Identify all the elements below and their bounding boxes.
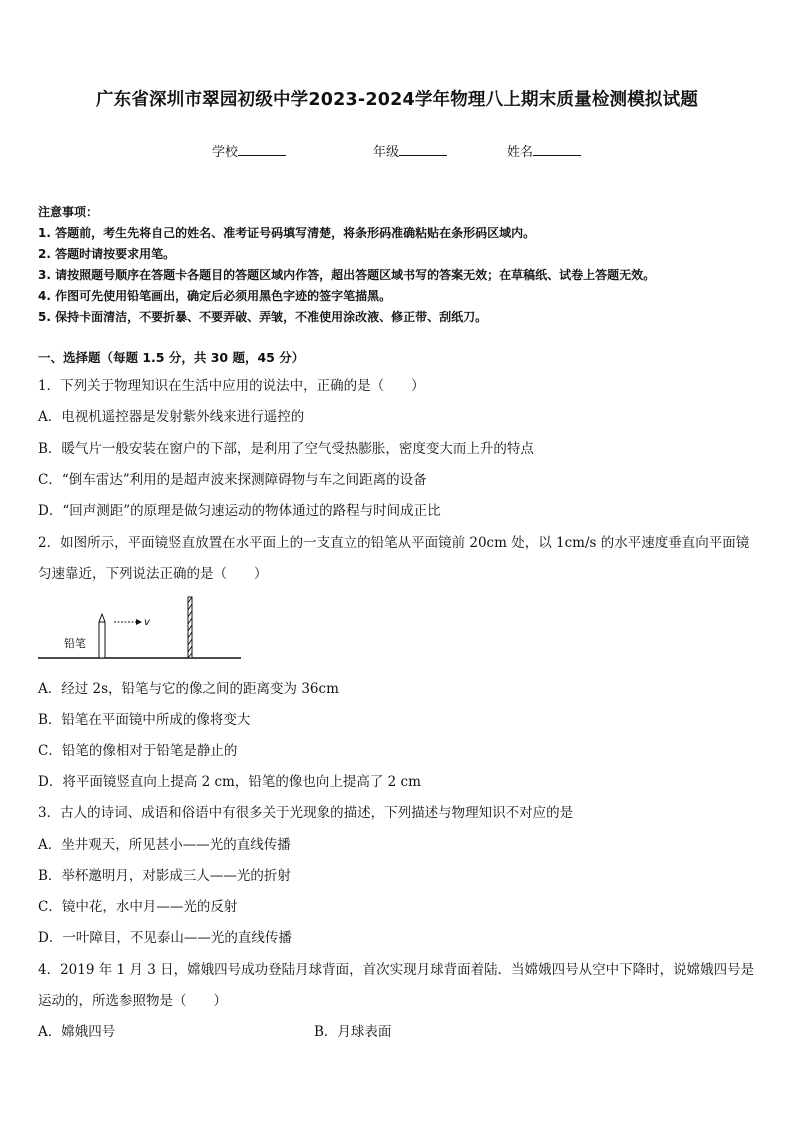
arrow-head — [136, 619, 142, 625]
grade-label: 年级 — [373, 145, 400, 160]
school-label: 学校 — [212, 145, 239, 160]
page-title: 广东省深圳市翠园初级中学2023-2024学年物理八上期末质量检测模拟试题 — [95, 90, 699, 110]
question-3-option-a: A．坐井观天，所见甚小——光的直线传播 — [38, 837, 291, 853]
question-2-stem-line1: 2．如图所示，平面镜竖直放置在水平面上的一支直立的铅笔从平面镜前 20cm 处，以 1cm/s 的水平速度垂直向平面镜 — [38, 535, 750, 551]
question-2-option-d: D．将平面镜竖直向上提高 2 cm，铅笔的像也向上提高了 2 cm — [38, 774, 421, 790]
name-blank — [533, 143, 581, 156]
note-item: 4. 作图可先使用铅笔画出，确定后必须用黑色字迹的签字笔描黑。 — [38, 289, 392, 303]
school-blank — [238, 143, 286, 156]
question-1-option-a: A．电视机遥控器是发射紫外线来进行遥控的 — [38, 409, 305, 425]
note-item: 1. 答题前，考生先将自己的姓名、准考证号码填写清楚，将条形码准确粘贴在条形码区域内。 — [38, 226, 536, 240]
question-1-option-c: C．“倒车雷达”利用的是超声波来探测障碍物与车之间距离的设备 — [38, 472, 427, 488]
name-field — [507, 141, 581, 160]
question-3-stem: 3．古人的诗词、成语和俗语中有很多关于光现象的描述，下列描述与物理知识不对应的是 — [38, 805, 574, 821]
question-3-option-c: C．镜中花，水中月——光的反射 — [38, 899, 238, 915]
question-2-option-a: A．经过 2s，铅笔与它的像之间的距离变为 36cm — [38, 681, 339, 697]
name-label: 姓名 — [507, 145, 534, 160]
mirror-pencil-figure — [36, 592, 246, 664]
question-2-stem-line2: 匀速靠近，下列说法正确的是（ ） — [38, 566, 268, 582]
question-3-option-b: B．举杯邀明月，对影成三人——光的折射 — [38, 868, 291, 884]
grade-blank — [399, 143, 447, 156]
question-4-option-b: B．月球表面 — [314, 1024, 392, 1040]
section-heading: 一、选择题（每题 1.5 分，共 30 题，45 分） — [38, 350, 305, 365]
pencil-icon — [99, 614, 105, 658]
school-field — [212, 141, 286, 160]
note-item: 2. 答题时请按要求用笔。 — [38, 247, 176, 261]
notes-heading: 注意事项： — [38, 205, 99, 219]
question-4-stem-line1: 4．2019 年 1 月 3 日，嫦娥四号成功登陆月球背面，首次实现月球背面着陆．当嫦娥四号从空中下降时，说嫦娥四号是 — [38, 962, 755, 978]
question-1-stem: 1．下列关于物理知识在生活中应用的说法中，正确的是（ ） — [38, 378, 425, 394]
note-item: 5. 保持卡面清洁，不要折暴、不要弄破、弄皱，不准使用涂改液、修正带、刮纸刀。 — [38, 310, 488, 324]
note-item: 3. 请按照题号顺序在答题卡各题目的答题区域内作答，超出答题区域书写的答案无效；在草稿纸、试卷上答题无效。 — [38, 268, 656, 282]
pencil-label: 铅笔 — [64, 637, 86, 650]
question-1-option-d: D．“回声测距”的原理是做匀速运动的物体通过的路程与时间成正比 — [38, 503, 441, 519]
question-4-option-a: A．嫦娥四号 — [38, 1024, 116, 1040]
question-2-option-b: B．铅笔在平面镜中所成的像将变大 — [38, 712, 251, 728]
question-3-option-d: D．一叶障目，不见泰山——光的直线传播 — [38, 930, 292, 946]
grade-field — [373, 141, 447, 160]
question-1-option-b: B．暖气片一般安装在窗户的下部，是利用了空气受热膨胀，密度变大而上升的特点 — [38, 441, 534, 457]
question-4-stem-line2: 运动的，所选参照物是（ ） — [38, 993, 227, 1009]
question-2-option-c: C．铅笔的像相对于铅笔是静止的 — [38, 743, 238, 759]
velocity-label: v — [144, 617, 150, 628]
